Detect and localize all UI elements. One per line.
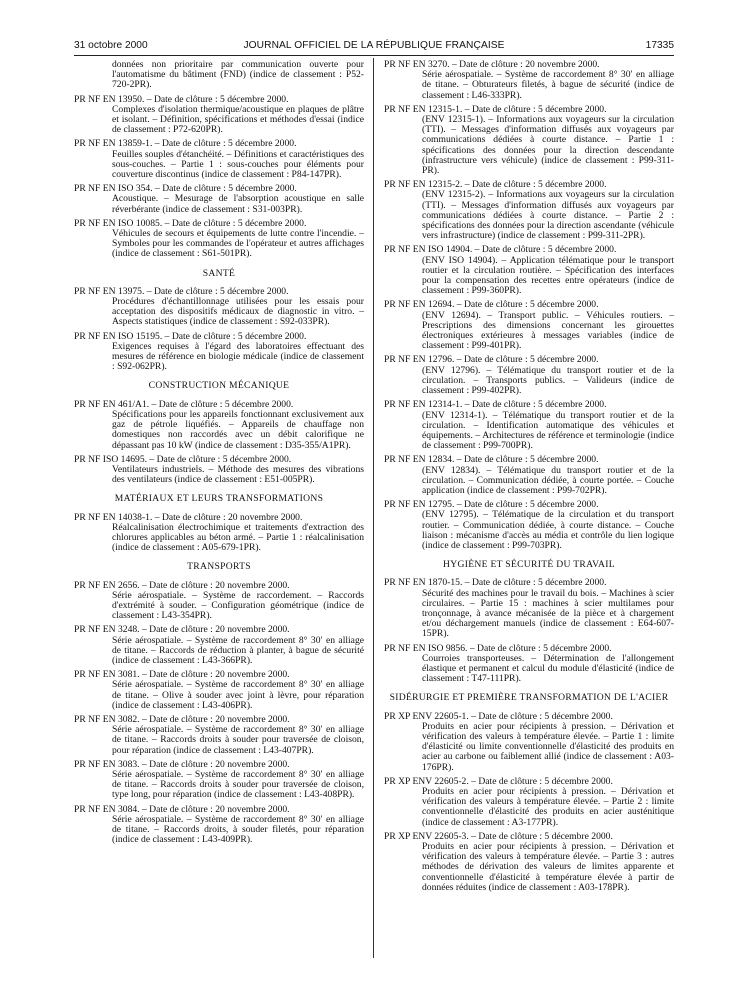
header-rule: [74, 55, 674, 56]
entry-reference: PR XP ENV 22605-1. – Date de clôture : 5 décembre 2000.: [384, 710, 613, 722]
standard-entry: [74, 715, 364, 756]
entry-reference: PR NF ISO 14695. – Date de clôture : 5 décembre 2000.: [74, 453, 292, 465]
standard-entry: [74, 287, 364, 328]
entry-description: (ENV 12314-1). – Télématique du transport routier et de la circulation. – Identification automatique des véhicules et équipements. – Architectures de référence et terminologie (indice de classement : P99-700PR).: [422, 409, 674, 452]
standard-entry: [74, 400, 364, 451]
entry-description: (ENV 12315-1). – Informations aux voyageurs sur la circulation (TTI). – Messages d'information diffusés aux voyageurs par communications dédiées à courte distance. – Partie 1 : spécifications des données pour la direction descendante (infrastructure vers véhicule) (indice de classement : P99-311-PR).: [422, 114, 674, 177]
entry-description: Spécifications pour les appareils fonctionnant exclusivement aux gaz de pétrole liquéfiés. – Appareils de chauffage non domestiques non raccordés avec un débit calorifique ne dépassant pas 10 kW (indice de classement : D35-355/A1PR).: [112, 408, 364, 451]
standard-entry: [384, 500, 674, 551]
entry-description: Série aérospatiale. – Système de raccordement 8° 30′ en alliage de titane. – Raccords droits, à souder filetés, pour réparation (indice de classement : L43-409PR).: [112, 813, 364, 846]
page-number: 17335: [645, 40, 674, 51]
section-heading: SIDÉRURGIE ET PREMIÈRE TRANSFORMATION DE L'ACIER: [389, 692, 669, 704]
standard-entry: [384, 712, 674, 773]
entry-reference: PR NF EN 12314-1. – Date de clôture : 5 décembre 2000.: [384, 399, 607, 411]
standard-entry: [384, 245, 674, 296]
left-column: [74, 60, 364, 849]
entry-description: Réalcalinisation électrochimique et traitements d'extraction des chlorures applicables au béton armé. – Partie 1 : réalcalinisation (indice de classement : A05-679-1PR).: [112, 521, 364, 554]
standard-entry: [74, 219, 364, 260]
entry-reference: PR NF EN 12694. – Date de clôture : 5 décembre 2000.: [384, 299, 599, 311]
entry-reference: PR NF EN 461/A1. – Date de clôture : 5 décembre 2000.: [74, 398, 294, 410]
entry-reference: PR NF EN 13950. – Date de clôture : 5 décembre 2000.: [74, 93, 289, 105]
standard-entry: [74, 805, 364, 846]
entry-description: Procédures d'échantillonnage utilisées pour les essais pour acceptation des dispositifs médicaux de diagnostic in vitro. – Aspects statistiques (indice de classement : S92-033PR).: [112, 296, 364, 328]
entry-description: Produits en acier pour récipients à pression. – Dérivation et vérification des valeurs à température élevée. – Partie 2 : limite conventionnelle d'élasticité des produits en acier austénitique (indice de classement : A3-177PR).: [422, 786, 674, 828]
entry-description: Série aérospatiale. – Système de raccordement 8° 30′ en alliage de titane. – Raccords droits à souder pour traversée de cloison, pour réparation (indice de classement : L43-407PR).: [112, 724, 364, 756]
section-heading: CONSTRUCTION MÉCANIQUE: [148, 380, 290, 392]
entry-reference: PR NF EN 1870-15. – Date de clôture : 5 décembre 2000.: [384, 577, 607, 589]
entry-description: Complexes d'isolation thermique/acoustique en plaques de plâtre et isolant. – Définition, spécifications et méthodes d'essai (indice de classement : P72-620PR).: [112, 103, 364, 136]
standard-entry: [74, 455, 364, 486]
standard-entry: [384, 180, 674, 241]
entry-reference: PR NF EN 12315-2. – Date de clôture : 5 décembre 2000.: [384, 179, 607, 191]
standard-entry: [384, 300, 674, 351]
section-heading: TRANSPORTS: [187, 561, 251, 573]
standard-entry: [384, 644, 674, 685]
entry-reference: PR NF EN 12315-1. – Date de clôture : 5 décembre 2000.: [384, 103, 607, 115]
standard-entry: [74, 670, 364, 711]
page-header: [74, 40, 674, 54]
entry-description: Véhicules de secours et équipements de lutte contre l'incendie. – Symboles pour les commandes de l'opérateur et autres affichages (indice de classement : S61-501PR).: [112, 228, 364, 260]
standard-entry: [74, 184, 364, 215]
entry-reference: PR NF EN 3082. – Date de clôture : 20 novembre 2000.: [74, 713, 290, 725]
standard-entry: [384, 777, 674, 828]
standard-entry: [384, 578, 674, 639]
entry-description: Sécurité des machines pour le travail du bois. – Machines à scier circulaires. – Partie 15 : machines à scier multilames pour tronçonnage, à avance mécanisée de la pièce et à chargement et/ou déchargement manuels (indice de classement : E64-607-15PR).: [422, 587, 674, 640]
entry-reference: PR NF EN 3248. – Date de clôture : 20 novembre 2000.: [74, 624, 290, 636]
entry-reference: PR NF EN 3084. – Date de clôture : 20 novembre 2000.: [74, 803, 290, 815]
standard-entry: [384, 455, 674, 496]
section-heading: MATÉRIAUX ET LEURS TRANSFORMATIONS: [114, 493, 324, 505]
section-heading: HYGIÈNE ET SÉCURITÉ DU TRAVAIL: [443, 559, 615, 571]
column-divider: [373, 58, 374, 958]
entry-reference: PR NF EN 14038-1. – Date de clôture : 20 novembre 2000.: [74, 511, 303, 523]
entry-description: Série aérospatiale. – Système de raccordement 8° 30′ en alliage de titane. – Olive à souder avec joint à lèvre, pour réparation (indice de classement : L43-406PR).: [112, 679, 364, 711]
entry-reference: PR NF EN 12796. – Date de clôture : 5 décembre 2000.: [384, 354, 599, 366]
entry-reference: PR NF EN ISO 14904. – Date de clôture : 5 décembre 2000.: [384, 244, 617, 256]
standard-entry: [74, 95, 364, 136]
entry-reference: PR NF EN ISO 354. – Date de clôture : 5 décembre 2000.: [74, 183, 297, 195]
entry-reference: PR NF EN 12795. – Date de clôture : 5 décembre 2000.: [384, 499, 599, 511]
entry-reference: PR NF EN ISO 9856. – Date de clôture : 5 décembre 2000.: [384, 642, 612, 654]
entry-description: Acoustique. – Mesurage de l'absorption acoustique en salle réverbérante (indice de classement : S31-003PR).: [112, 193, 364, 215]
entry-description: (ENV 12796). – Télématique du transport routier et de la circulation. – Transports publics. – Valideurs (indice de classement : P99-402PR).: [422, 364, 674, 397]
entry-description: (ENV 12795). – Télématique de la circulation et du transport routier. – Communication dédiée, à courte distance. – Couche liaison : mécanisme d'accès au média et contrôle du lien logique (indice de classement : P99-703PR).: [422, 509, 674, 551]
standard-entry: [74, 139, 364, 180]
standard-entry: [384, 60, 674, 101]
entry-description: données non prioritaire par communication ouverte pour l'automatisme du bâtiment (FND) (indice de classement : P52-720-2PR).: [112, 59, 364, 91]
entry-description: (ENV 12694). – Transport public. – Véhicules routiers. – Prescriptions des dimensions concernant les girouettes électroniques extérieures à messages variables (indice de classement : P99-401PR).: [422, 309, 674, 352]
entry-description: Feuilles souples d'étanchéité. – Définitions et caractéristiques des sous-couches. – Partie 1 : sous-couches pour éléments pour couverture discontinus (indice de classement : P84-147PR).: [112, 148, 364, 181]
entry-reference: PR NF EN 3081. – Date de clôture : 20 novembre 2000.: [74, 669, 290, 681]
standard-entry: [74, 760, 364, 801]
standard-entry: [74, 513, 364, 554]
entry-reference: PR NF EN 13975. – Date de clôture : 5 décembre 2000.: [74, 285, 289, 297]
entry-reference: PR XP ENV 22605-3. – Date de clôture : 5 décembre 2000.: [384, 830, 613, 842]
entry-description: (ENV ISO 14904). – Application télématique pour le transport routier et la circulation routière. – Spécification des interfaces pour la compensation des recettes entre opérateurs (indice de classement : P99-360PR).: [422, 254, 674, 297]
entry-reference: PR NF EN 12834. – Date de clôture : 5 décembre 2000.: [384, 454, 599, 466]
right-column: [384, 60, 674, 897]
standard-entry: [74, 625, 364, 666]
publication-date: 31 octobre 2000: [74, 40, 148, 51]
entry-description: (ENV 12315-2). – Informations aux voyageurs sur la circulation (TTI). – Messages d'information diffusés aux voyageurs par communications dédiées à courte distance. – Partie 2 : spécifications des données pour la direction ascendante (véhicule vers infrastructure) (indice de classement : P99-311-2PR).: [422, 189, 674, 242]
entry-reference: PR NF EN 3083. – Date de clôture : 20 novembre 2000.: [74, 758, 290, 770]
entry-reference: PR NF EN 2656. – Date de clôture : 20 novembre 2000.: [74, 579, 290, 591]
standard-entry: [74, 332, 364, 373]
entry-reference: PR NF EN 3270. – Date de clôture : 20 novembre 2000.: [384, 59, 600, 70]
entry-description: (ENV 12834). – Télématique du transport routier et de la circulation. – Communication dédiée, à courte portée. – Couche application (indice de classement : P99-702PR).: [422, 464, 674, 496]
entry-reference: PR NF EN 13859-1. – Date de clôture : 5 décembre 2000.: [74, 138, 297, 150]
entry-reference: PR NF EN ISO 15195. – Date de clôture : 5 décembre 2000.: [74, 330, 307, 342]
standard-entry: [384, 355, 674, 396]
entry-description: Série aérospatiale. – Système de raccordement 8° 30′ en alliage de titane. – Raccords droits à souder pour traversée de cloison, type long, pour réparation (indice de classement : L43-408PR).: [112, 768, 364, 801]
standard-entry: [384, 400, 674, 451]
entry-description: Produits en acier pour récipients à pression. – Dérivation et vérification des valeurs à température élevée. – Partie 3 : autres méthodes de dérivation des valeurs de limites apparente et conventionnelle d'élasticité à température élevée à partir de données réduites (indice de classement : A03-178PR).: [422, 841, 674, 893]
entry-description: Exigences requises à l'égard des laboratoires effectuant des mesures de référence en biologie médicale (indice de classement : S92-062PR).: [112, 340, 364, 373]
entry-description: Produits en acier pour récipients à pression. – Dérivation et vérification des valeurs à température élevée. – Partie 1 : limite d'élasticité ou limite conventionnelle d'élasticité des produits en acier au carbone ou faiblement allié (indice de classement : A03-176PR).: [422, 720, 674, 773]
entry-description: Série aérospatiale. – Système de raccordement 8° 30′ en alliage de titane. – Raccords de réduction à planter, à bague de sécurité (indice de classement : L43-366PR).: [112, 634, 364, 666]
entry-reference: PR NF EN ISO 10085. – Date de clôture : 5 décembre 2000.: [74, 217, 307, 229]
section-heading: SANTÉ: [202, 267, 236, 279]
entry-reference: PR XP ENV 22605-2. – Date de clôture : 5 décembre 2000.: [384, 775, 613, 787]
entry-description: Série aérospatiale. – Système de raccordement. – Raccords d'extrémité à souder. – Configuration géométrique (indice de classement : L43-354PR).: [112, 589, 364, 622]
entry-description: Courroies transporteuses. – Détermination de l'allongement élastique et permanent et calcul du module d'élasticité (indice de classement : T47-111PR).: [422, 652, 674, 685]
standard-entry: [74, 60, 364, 91]
entry-description: Ventilateurs industriels. – Méthode des mesures des vibrations des ventilateurs (indice de classement : E51-005PR).: [112, 463, 364, 486]
standard-entry: [74, 581, 364, 622]
journal-title: JOURNAL OFFICIEL DE LA RÉPUBLIQUE FRANÇAISE: [243, 40, 505, 51]
standard-entry: [384, 832, 674, 893]
standard-entry: [384, 105, 674, 176]
entry-description: Série aérospatiale. – Système de raccordement 8° 30′ en alliage de titane. – Obturateurs filetés, à bague de sécurité (indice de classement : L46-333PR).: [422, 69, 674, 101]
